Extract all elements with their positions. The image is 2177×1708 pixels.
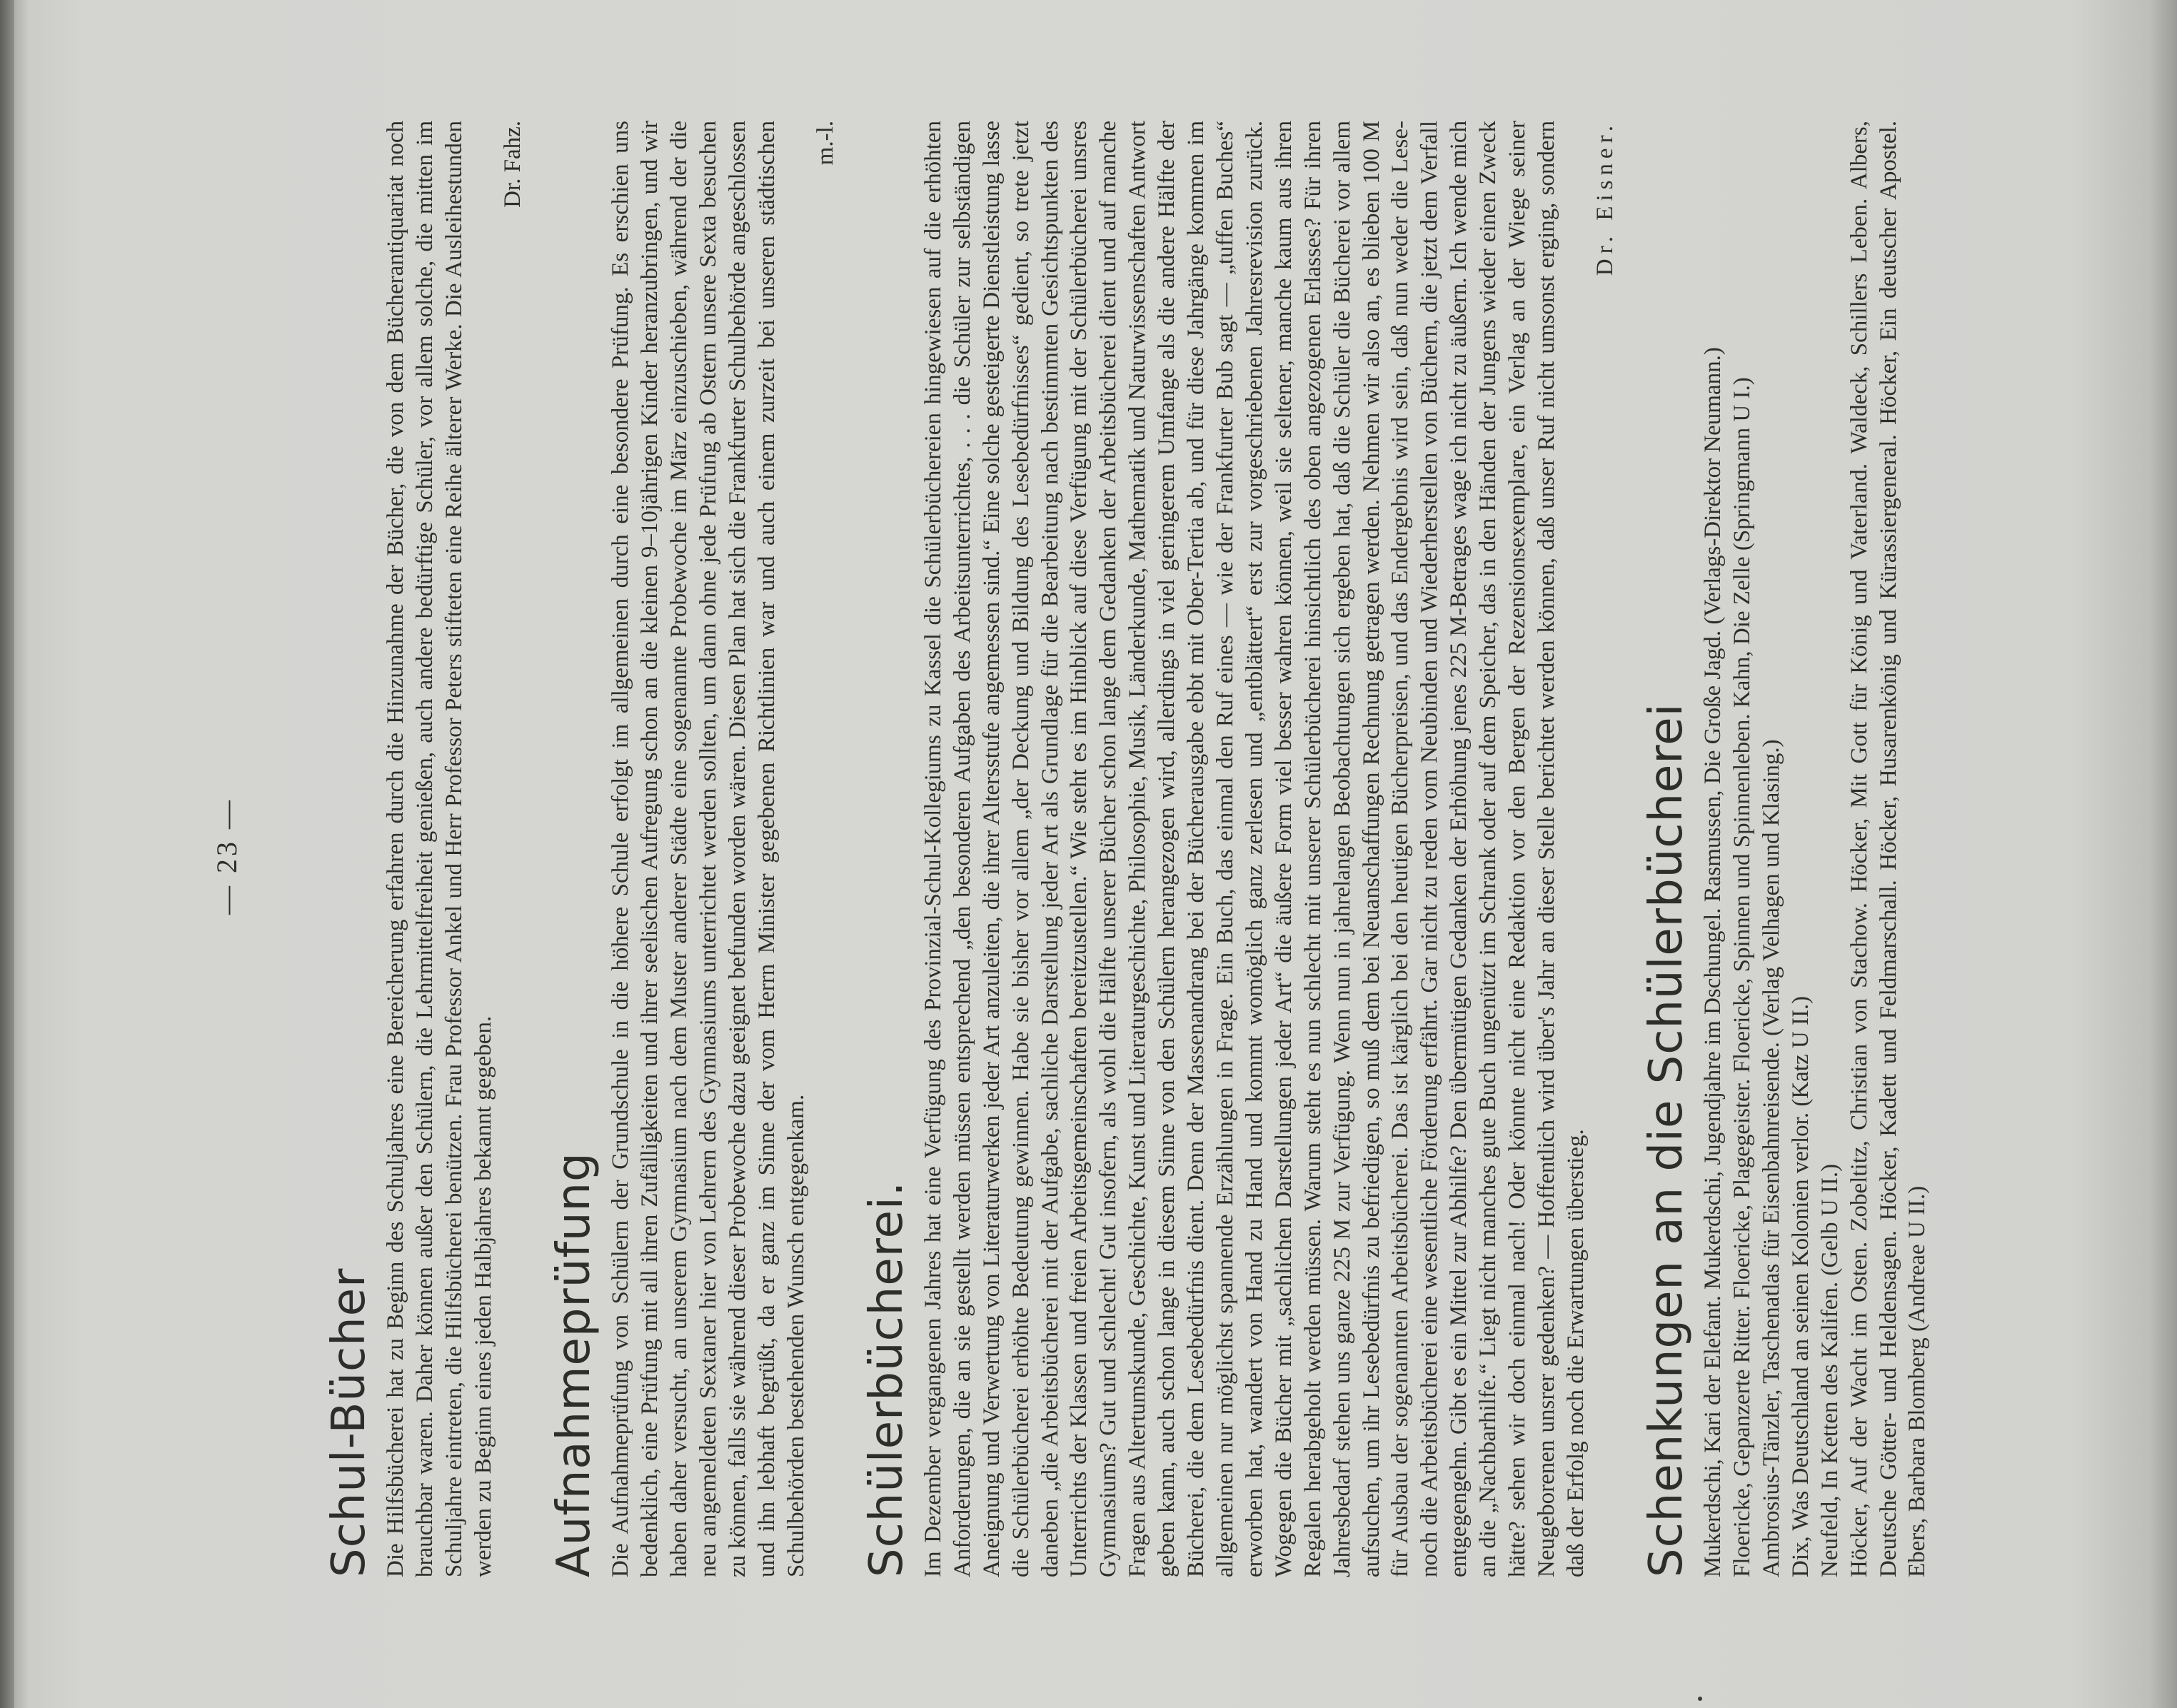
section-body: Die Hilfsbücherei hat zu Beginn des Schuljahres eine Bereicherung erfahren durch die Hinzunahme der Bücher, die von dem Bücherantiquariat noch brauchbar waren. Daher können außer den Schülern, die Lehrmittelfreiheit genießen, auch andere bedürftige Schüler, vor allem solche, die mitten im Schuljahre eintreten, die Hilfsbücherei benützen. Frau Professor Ankel und Herr Professor Peters stifteten eine Reihe älterer Werke. Die Ausleihestunden werden zu Beginn eines jeden Halbjahres bekannt gegeben. bbox=[383, 121, 497, 1577]
donation-entry: Neufeld, In Ketten des Kalifen. (Gelb U II.) bbox=[1816, 1163, 1843, 1577]
donation-entry: Mukerdschi, Kari der Elefant. Mukerdschi, Jugendjahre im Dschungel. Rasmussen, Die Große Jagd. (Verlags-Direktor Neumann.) bbox=[1700, 347, 1726, 1577]
page-mark bbox=[1698, 1697, 1702, 1701]
page-number: — 23 — bbox=[211, 798, 243, 915]
section-body: Im Dezember vergangenen Jahres hat eine Verfügung des Provinzial-Schul-Kollegiums zu Kassel die Schülerbüchereien hingewiesen auf die erhöhten Anforderungen, die an sie gestellt werden müssen entsprechend „den besonderen Aufgaben des Arbeitsunterrichtes, . . . die Schüler zur selbständigen Aneignung und Verwertung von Literaturwerken jeder Art anzuleiten, die ihrer Altersstufe angemessen sind.“ Eine solche gesteigerte Dienstleistung lasse die Schülerbücherei erhöhte Bedeutung gewinnen. Habe sie bisher vor allem „der Deckung und Bildung des Lesebedürfnisses“ gedient, so trete jetzt daneben „die Arbeitsbücherei mit der Aufgabe, sachliche Darstellung jeder Art als Grundlage für die Bearbeitung nach bestimmten Gesichtspunkten des Unterrichts der Klassen und freien Arbeitsgemeinschaften bereitzustellen.“ Wie steht es im Hinblick auf diese Verfügung mit der Schülerbücherei unsres Gymnasiums? Gut und schlecht! Gut insofern, als wohl die Hälfte unserer Bücher schon lange dem Gedanken der Arbeitsbücherei dient und auf manche Fragen aus Altertumskunde, Geschichte, Kunst und Literaturgeschichte, Philosophie, Musik, Länderkunde, Mathematik und Naturwissenschaften Antwort geben kann, auch schon lange in diesem Sinne von den Schülern herangezogen wird, allerdings in viel geringerem Umfange als die andere Hälfte der Bücherei, die dem Lesebedürfnis dient. Denn der Massenandrang bei der Bücherausgabe ebbt mit Ober-Tertia ab, und für diese Jahrgänge kommen im allgemeinen nur möglichst spannende Erzählungen in Frage. Ein Buch, das einmal den Ruf eines — wie der Frankfurter Bub sagt — „tuffen Buches“ erworben hat, wandert von Hand zu Hand und kommt womöglich ganz zerlesen und „entblättert“ erst zur vorgeschriebenen Jahresrevision zurück. Wogegen die Bücher mit „sachlichen Darstellungen jeder Art“ die äußere Form viel besser wahren können, weil sie seltener, manche kaum aus ihren Regalen herabgeholt werden müssen. Warum steht es nun schlecht mit unserer Schülerbücherei hinsichtlich des oben angezogenen Erlasses? Für ihren Jahresbedarf stehen uns ganze 225 M zur Verfügung. Wenn nun in jahrelangen Beobachtungen sich ergeben hat, daß die Schüler die Bücherei vor allem aufsuchen, um ihr Lesebedürfnis zu befriedigen, so muß dem bei Neuanschaffungen Rechnung getragen werden. Nehmen wir also an, es blieben 100 M für Ausbau der sogenannten Arbeitsbücherei. Das ist kärglich bei den heutigen Bücherpreisen, und das Endergebnis wird sein, daß nun weder die Lese- noch die Arbeitsbücherei eine wesentliche Förderung erfährt. Gar nicht zu reden vom Neubinden und Wiederherstellen von Büchern, die jetzt dem Verfall entgegengehn. Gibt es ein Mittel zur Abhilfe? Den übermütigen Gedanken der Erhöhung jenes 225 M-Betrages wage ich nicht zu äußern. Ich wende mich an die „Nachbarhilfe.“ Liegt nicht manches gute Buch ungenützt im Schrank oder auf dem Speicher, das in den Händen der Jungens wieder einen Zweck hätte? sehen wir doch einmal nach! Oder könnte nicht eine Redaktion vor den Bergen der Rezensionsexemplare, ein Verlag an der Wiege seiner Neugeborenen unsrer gedenken? — Hoffentlich wird über's Jahr an dieser Stelle berichtet werden können, daß unser Ruf nicht umsonst erging, sondern daß der Erfolg noch die Erwartungen überstieg. bbox=[920, 121, 1589, 1577]
section-signature: m.-l. bbox=[812, 121, 838, 166]
donation-entry: Ambrosius-Tänzler, Taschenatlas für Eisenbahnreisende. (Verlag Velhagen und Klasing.) bbox=[1758, 739, 1784, 1577]
section-schul-buecher bbox=[324, 121, 528, 1577]
section-title: Aufnahmeprüfung bbox=[547, 1152, 600, 1577]
section-title: Schenkungen an die Schülerbücherei bbox=[1639, 703, 1693, 1577]
text-column bbox=[324, 121, 1932, 1577]
section-signature: Dr. Fahz. bbox=[500, 121, 526, 208]
donation-entry: Floericke, Gepanzerte Ritter. Floericke, Plagegeister. Floericke, Spinnen und Spinnenleben. Kahn, Die Zelle (Springmann U I.) bbox=[1729, 377, 1755, 1577]
donation-entry: Dix, Was Deutschland an seinen Kolonien verlor. (Katz U II.) bbox=[1787, 995, 1814, 1577]
section-signature: Dr. Eisner. bbox=[1592, 121, 1618, 276]
section-schenkungen bbox=[1641, 121, 1933, 1577]
section-body: Die Aufnahmeprüfung von Schülern der Grundschule in die höhere Schule erfolgt im allgemeinen durch eine besondere Prüfung. Es erschien uns bedenklich, eine Prüfung mit all ihren Zufälligkeiten und ihrer seelischen Aufregung schon an die kleinen 9–10jährigen Kinder heranzubringen, und wir haben daher versucht, an unserem Gymnasium nach dem Muster anderer Städte eine sogenannte Probewoche im März einzuschieben, während der die neu angemeldeten Sextaner hier von Lehrern des Gymnasiums unterrichtet werden sollten, um dann ohne jede Prüfung ab Ostern unsere Sexta besuchen zu können, falls sie während dieser Probewoche dazu geeignet befunden worden wären. Diesen Plan hat sich die Frankfurter Schulbehörde angeschlossen und ihn lebhaft begrüßt, da er ganz im Sinne der vom Herrn Minister gegebenen Richtlinien war und auch einem zurzeit bei unseren städtischen Schulbehörden bestehenden Wunsch entgegenkam. bbox=[608, 121, 809, 1577]
section-schuelerbuecherei bbox=[862, 121, 1620, 1577]
donation-entry: Höcker, Auf der Wacht im Osten. Zobeltitz, Christian von Stachow. Höcker, Mit Gott für König und Vaterland. Waldeck, Schillers Leben. Albers, Deutsche Götter- und Heldensagen. Höcker, Kadett und Feldmarschall. Höcker, Husarenkönig und Kürassiergeneral. Höcker, Ein deutscher Apostel. Ebers, Barbara Blomberg (Andreae U II.) bbox=[1846, 121, 1931, 1577]
section-title: Schul-Bücher bbox=[323, 1267, 376, 1577]
section-aufnahmepruefung bbox=[549, 121, 840, 1577]
book-binding-edge bbox=[0, 0, 14, 1708]
section-title: Schülerbücherei. bbox=[860, 1180, 913, 1577]
rotated-page bbox=[160, 49, 2016, 1663]
